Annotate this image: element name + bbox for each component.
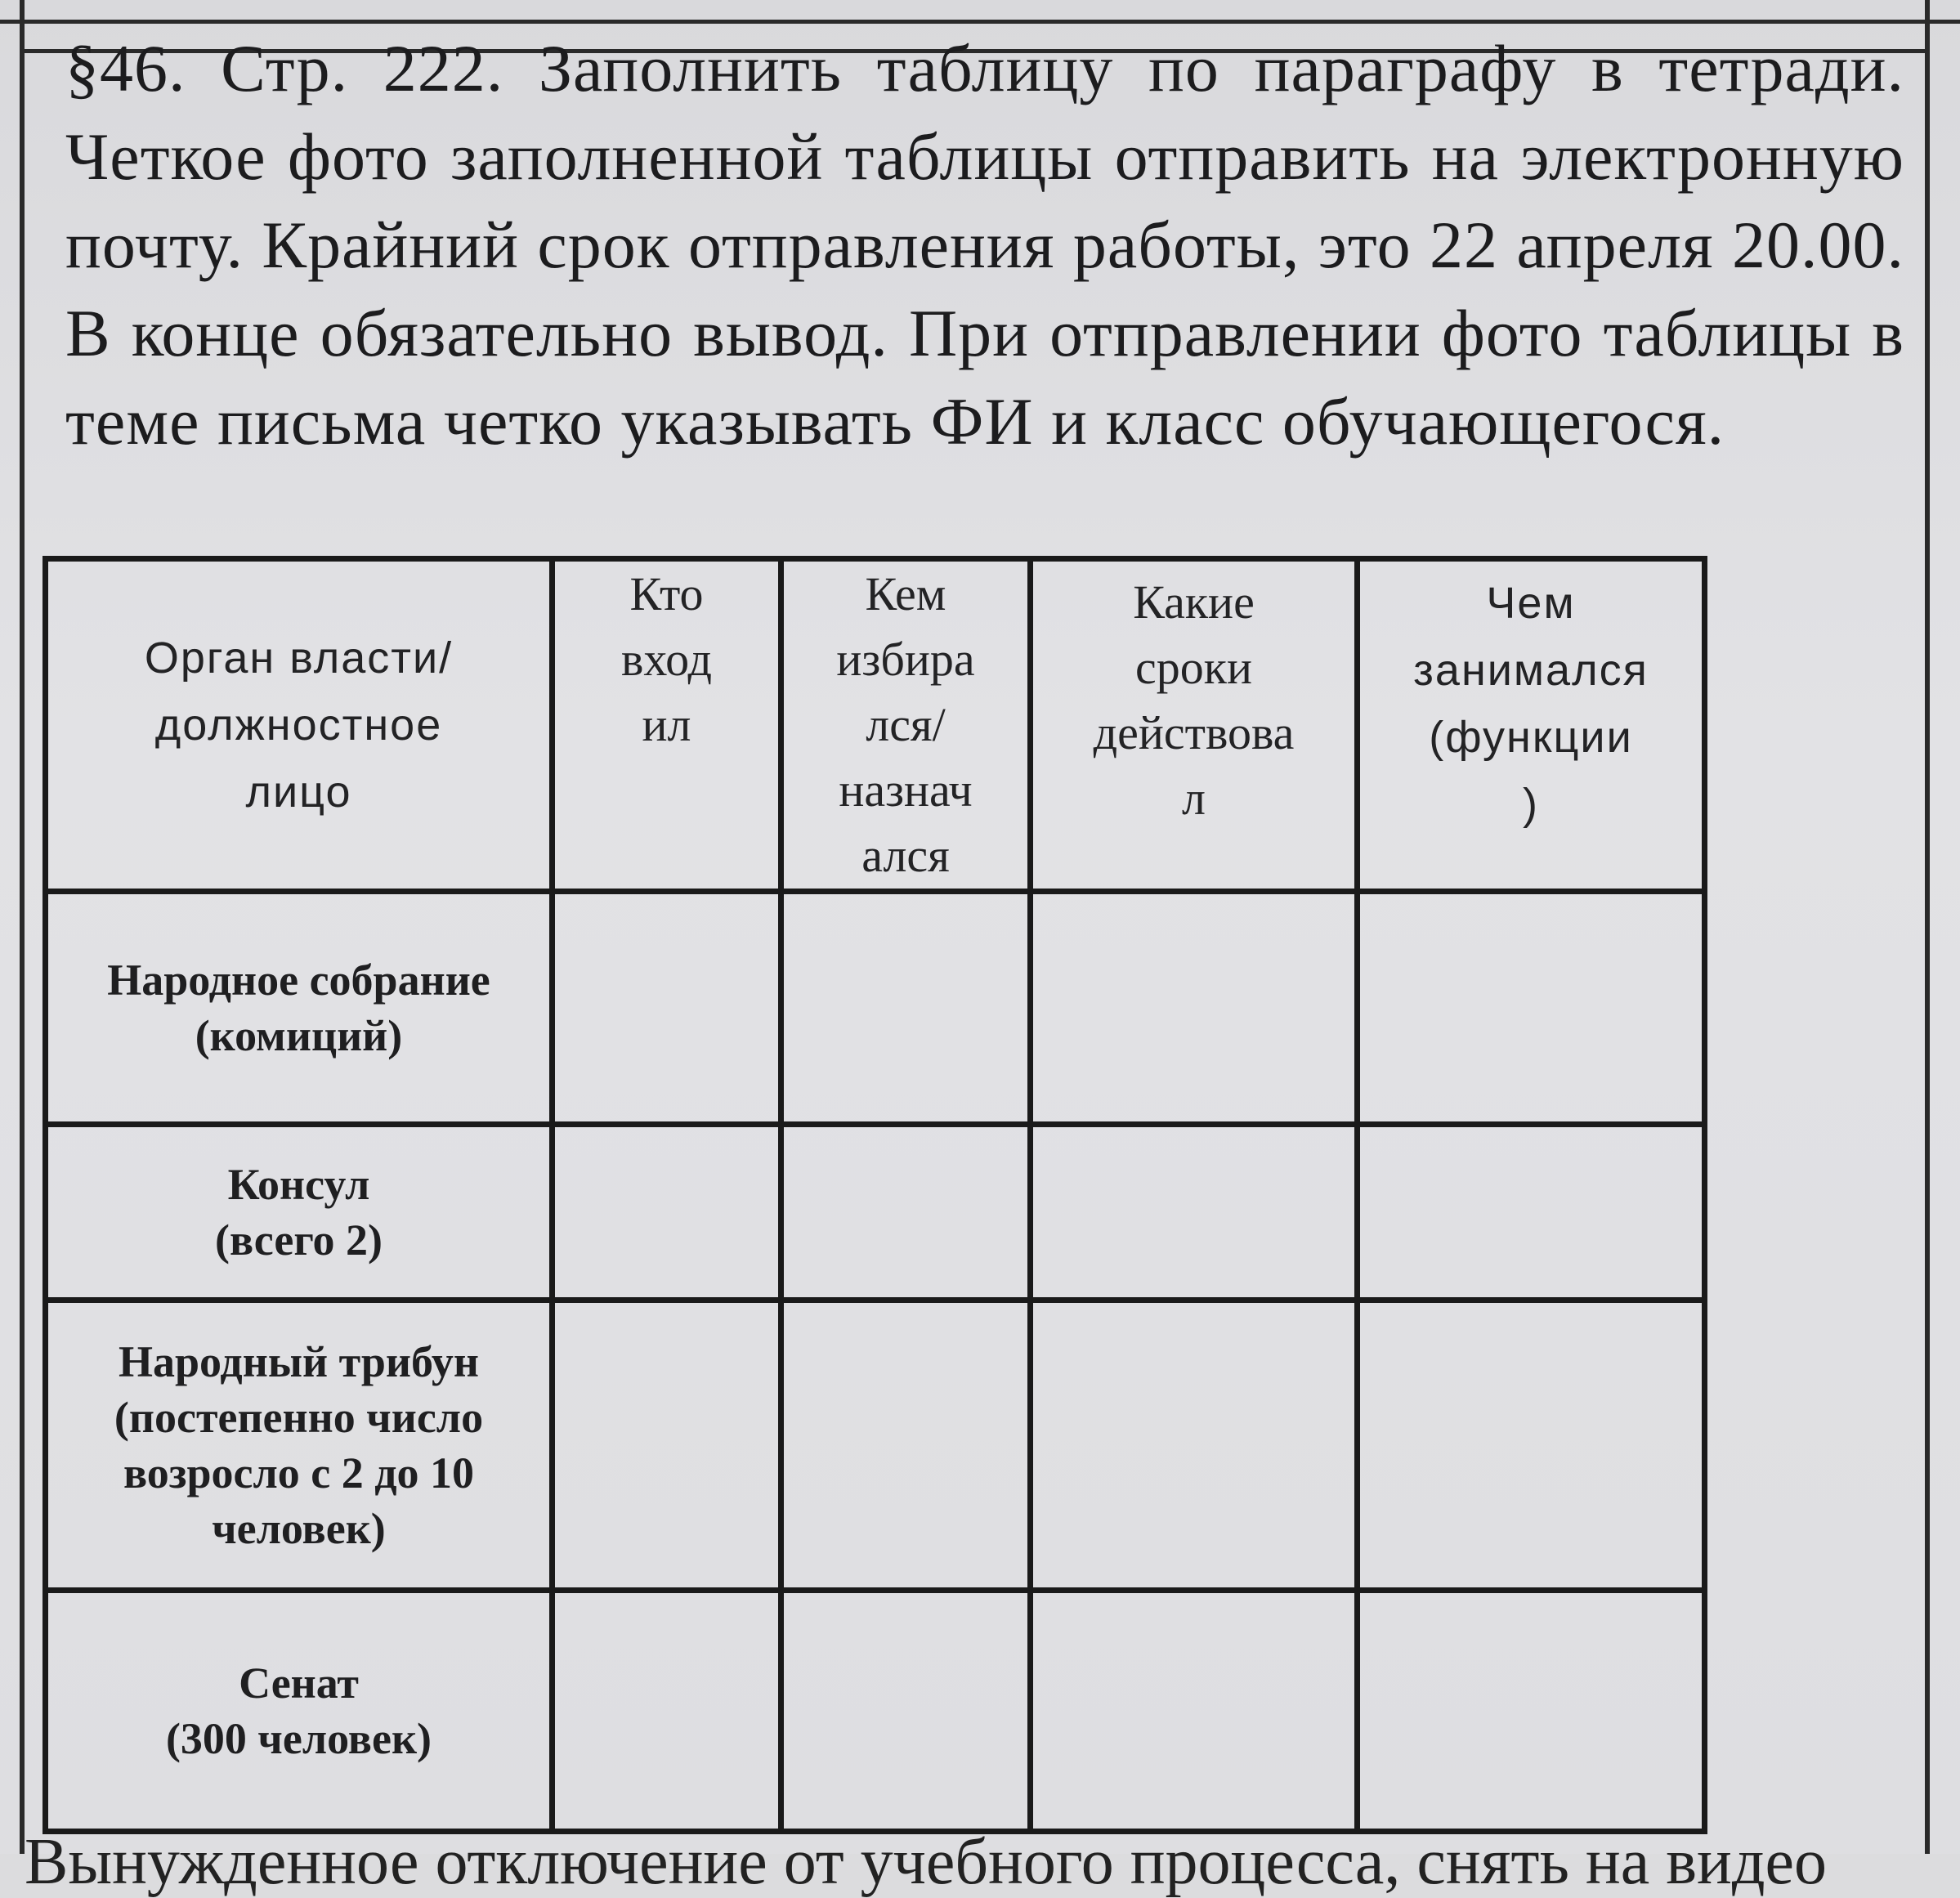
answer-cell[interactable] [553, 892, 781, 1125]
row-label-peoples-assembly: Народное собрание (комиций) [46, 892, 553, 1125]
answer-cell[interactable] [553, 1125, 781, 1300]
answer-cell[interactable] [781, 892, 1031, 1125]
table-header-row [46, 559, 1705, 892]
frame-left-border [20, 0, 25, 1854]
answer-cell[interactable] [1358, 892, 1705, 1125]
answer-cell[interactable] [1358, 1591, 1705, 1832]
top-rule [0, 0, 1960, 24]
answer-cell[interactable] [1358, 1300, 1705, 1591]
row-label-tribune: Народный трибун (постепенно число возросло с 2 до 10 человек) [46, 1300, 553, 1591]
answer-cell[interactable] [1031, 1300, 1358, 1591]
answer-cell[interactable] [1031, 892, 1358, 1125]
row-label-senate: Сенат (300 человек) [46, 1591, 553, 1832]
header-organ: Орган власти/ должностное лицо [46, 559, 553, 892]
answer-cell[interactable] [781, 1300, 1031, 1591]
assignment-table [43, 556, 1707, 1834]
table-row [46, 1300, 1705, 1591]
answer-cell[interactable] [781, 1591, 1031, 1832]
table-row [46, 892, 1705, 1125]
header-members: Кто вход ил [553, 559, 781, 892]
answer-cell[interactable] [553, 1591, 781, 1832]
header-functions: Чем занимался (функции ) [1358, 559, 1705, 892]
answer-cell[interactable] [1358, 1125, 1705, 1300]
answer-cell[interactable] [1031, 1125, 1358, 1300]
row-label-consul: Консул (всего 2) [46, 1125, 553, 1300]
table-row [46, 1591, 1705, 1832]
table-row [46, 1125, 1705, 1300]
assignment-instructions: §46. Стр. 222. Заполнить таблицу по параграфу в тетради. Четкое фото заполненной таблицы отправить на электронную почту. Крайний срок отправления работы, это 22 апреля 20.00. В конце обязательно вывод. При отправлении фото таблицы в теме письма четко указывать ФИ и класс обучающегося. [65, 31, 1904, 459]
cropped-footer-text: Вынужденное отключение от учебного процесса, снять на видео [25, 1826, 1828, 1898]
header-term: Какие сроки действова л [1031, 559, 1358, 892]
answer-cell[interactable] [781, 1125, 1031, 1300]
answer-cell[interactable] [553, 1300, 781, 1591]
header-elected-by: Кем избира лся/ назнач ался [781, 559, 1031, 892]
frame-right-border [1925, 0, 1930, 1854]
answer-cell[interactable] [1031, 1591, 1358, 1832]
